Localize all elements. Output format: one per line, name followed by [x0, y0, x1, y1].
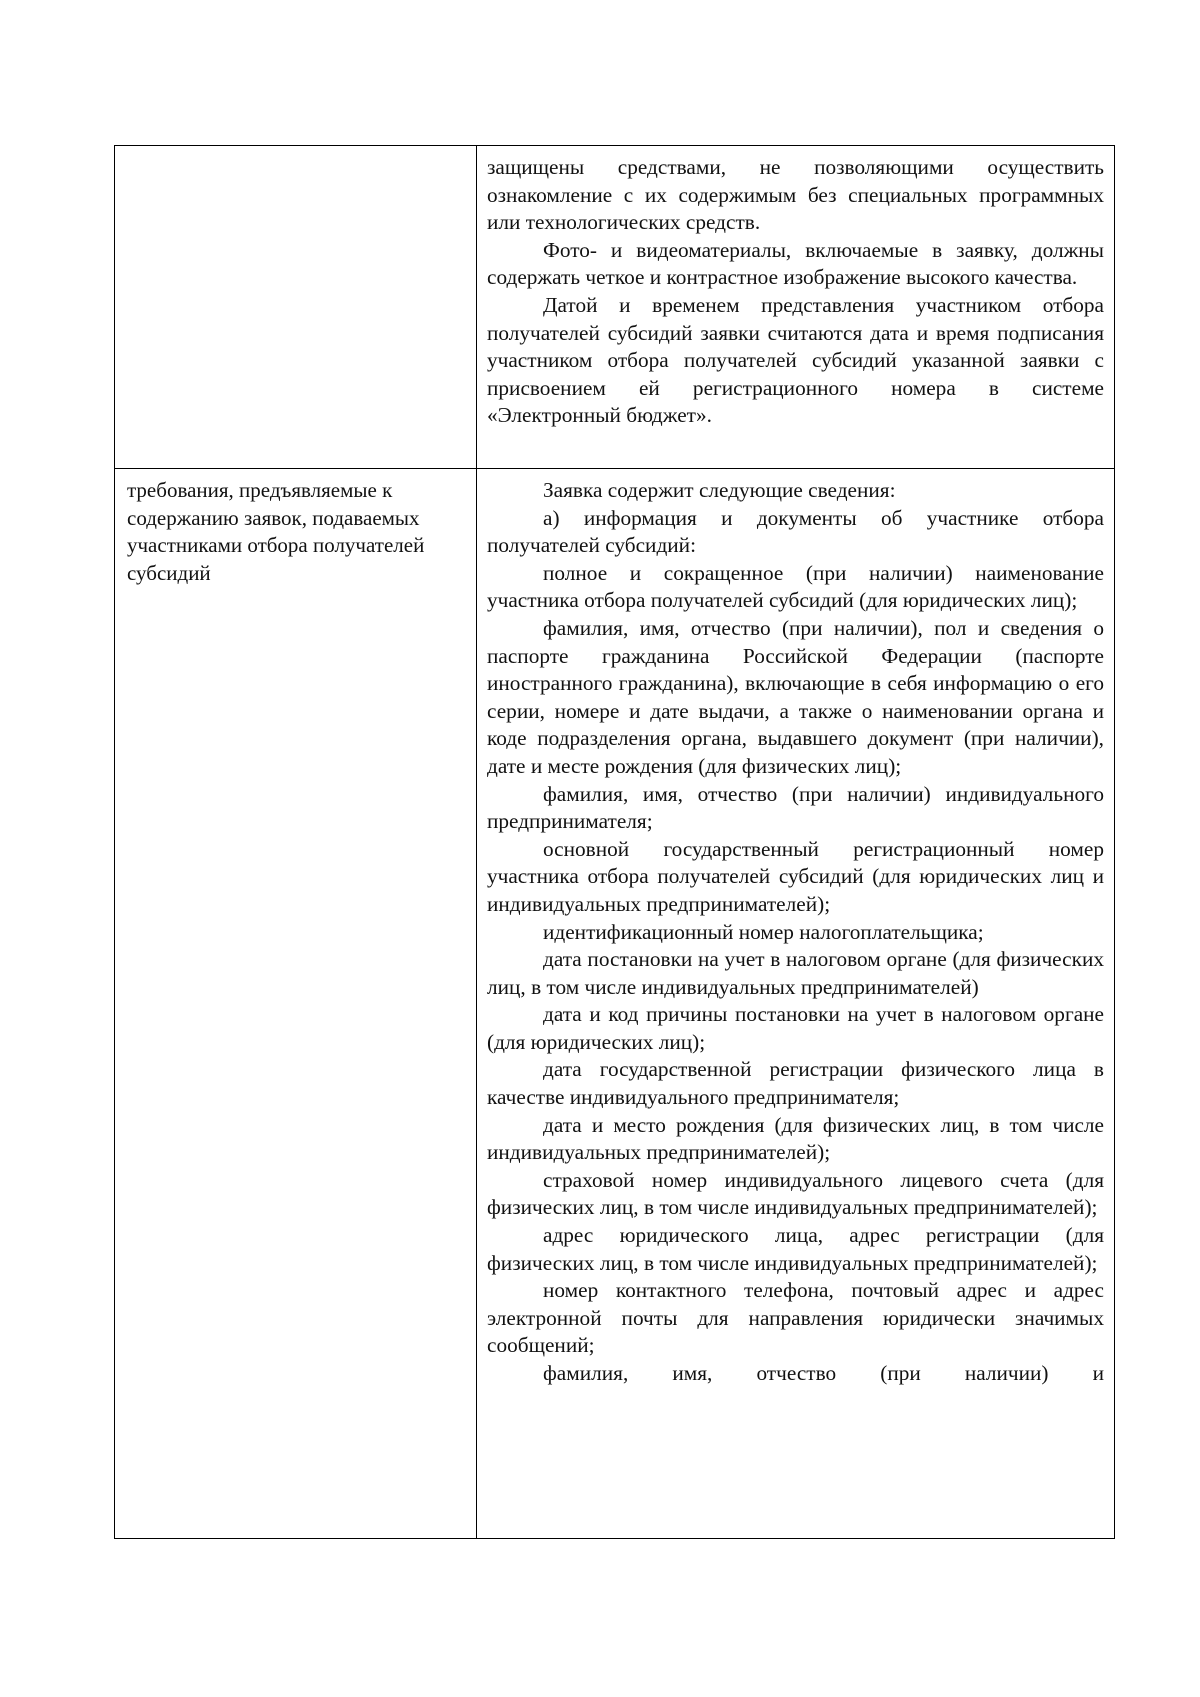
paragraph: а) информация и документы об участнике отбора получателей субсидий: — [487, 505, 1104, 558]
left-cell — [115, 146, 477, 469]
paragraph: Фото- и видеоматериалы, включаемые в заявку, должны содержать четкое и контрастное изображение высокого качества. — [487, 237, 1104, 290]
right-cell — [477, 146, 1115, 469]
paragraph: Датой и временем представления участником отбора получателей субсидий заявки считаются дата и время подписания участником отбора получателей субсидий указанной заявки с присвоением ей регистрационного номера в системе «Электронный бюджет». — [487, 292, 1104, 428]
paragraph: основной государственный регистрационный номер участника отбора получателей субсидий (для юридических лиц и индивидуальных предпринимателей); — [487, 836, 1104, 916]
paragraph: фамилия, имя, отчество (при наличии) и — [543, 1361, 1104, 1385]
left-cell — [115, 469, 477, 1539]
paragraph: полное и сокращенное (при наличии) наименование участника отбора получателей субсидий (для юридических лиц); — [487, 560, 1104, 613]
paragraph: номер контактного телефона, почтовый адрес и адрес электронной почты для направления юридически значимых сообщений; — [487, 1278, 1104, 1358]
right-cell-content — [477, 469, 1114, 1388]
table-row — [115, 469, 1115, 1539]
paragraph: фамилия, имя, отчество (при наличии), пол и сведения о паспорте гражданина Российской Федерации (паспорте иностранного гражданина), включающие в себя информацию о его серии, номере и дате выдачи, а также о наименовании органа и коде подразделения органа, выдавшего документ (при наличии), дате и месте рождения (для физических лиц); — [487, 615, 1104, 778]
left-cell-text — [115, 146, 476, 154]
paragraph: дата и место рождения (для физических лиц, в том числе индивидуальных предпринимателей); — [487, 1112, 1104, 1165]
right-cell-content — [477, 146, 1114, 430]
paragraph: фамилия, имя, отчество (при наличии) индивидуального предпринимателя; — [487, 781, 1104, 834]
paragraph: дата государственной регистрации физического лица в качестве индивидуального предпринимателя; — [487, 1057, 1104, 1110]
paragraph: защищены средствами, не позволяющими осуществить ознакомление с их содержимым без специальных программных или технологических средств. — [487, 155, 1104, 235]
table-row — [115, 146, 1115, 469]
document-table — [114, 145, 1115, 1539]
paragraph: адрес юридического лица, адрес регистрации (для физических лиц, в том числе индивидуальных предпринимателей); — [487, 1223, 1104, 1275]
right-cell — [477, 469, 1115, 1539]
paragraph: страховой номер индивидуального лицевого счета (для физических лиц, в том числе индивидуальных предпринимателей); — [487, 1167, 1104, 1220]
paragraph: Заявка содержит следующие сведения: — [543, 478, 896, 502]
paragraph: идентификационный номер налогоплательщика; — [543, 919, 984, 944]
paragraph: дата и код причины постановки на учет в налоговом органе (для юридических лиц); — [487, 1002, 1104, 1054]
requirements-label: требования, предъявляемые к содержанию заявок, подаваемых участниками отбора получателей субсидий — [127, 478, 425, 585]
paragraph: дата постановки на учет в налоговом органе (для физических лиц, в том числе индивидуальных предпринимателей) — [487, 947, 1104, 999]
